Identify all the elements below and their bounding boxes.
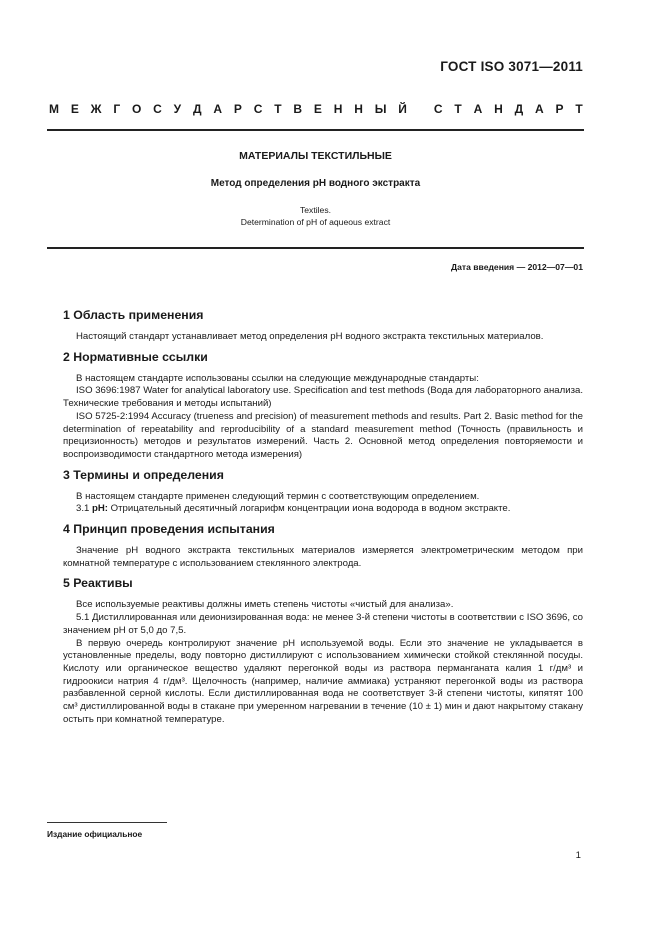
banner-letter: О <box>132 102 142 116</box>
banner-letter: У <box>173 102 182 116</box>
banner-letter: С <box>253 102 263 116</box>
english-title <box>47 204 584 228</box>
banner-letter: Д <box>514 102 524 116</box>
banner-letter: А <box>534 102 544 116</box>
banner-letter: Д <box>192 102 202 116</box>
title-rule <box>47 247 584 249</box>
paragraph: ISO 3696:1987 Water for analytical laboratory use. Specification and test methods (Вода для лабораторного анализа. Технические требования и методы испытаний) <box>63 385 583 410</box>
english-title-line: Determination of pH of aqueous extract <box>240 217 391 227</box>
paragraph: В настоящем стандарте использованы ссылки на следующие международные стандарты: <box>76 372 479 384</box>
banner-letter: Р <box>555 102 564 116</box>
english-title-line: Textiles. <box>299 205 332 215</box>
section-heading: 5 Реактивы <box>63 576 133 591</box>
introduction-date: Дата введения — 2012—07—01 <box>450 262 583 272</box>
section-heading: 3 Термины и определения <box>63 467 224 482</box>
term-number: 3.1 <box>76 503 90 515</box>
banner-letter: Н <box>354 102 363 116</box>
banner-letter: В <box>293 102 303 116</box>
header-rule <box>47 129 584 131</box>
paragraph: ISO 5725-2:1994 Accuracy (trueness and precision) of measurement methods and results. Part 2. Basic method for the determination of repeatability and reproducibility of a standard measurement method (Точность (правильность и прецизионность) методов и результатов измерений. Часть 2. Основной метод определения повторяемости и воспроизводимости стандартного метода измерения) <box>63 410 583 460</box>
banner-letter: Ы <box>374 102 387 116</box>
paragraph: В настоящем стандарте применен следующий термин с соответствующим определением. <box>76 490 480 502</box>
paragraph: Значение pH водного экстракта текстильных материалов измеряется электрометрическим методом при комнатной температуре с использованием стеклянного электрода. <box>63 545 583 569</box>
term-name: pH: <box>92 503 108 515</box>
document-code: ГОСТ ISO 3071—2011 <box>440 59 583 74</box>
paragraph: Все используемые реактивы должны иметь степень чистоты «чистый для анализа». <box>76 599 454 611</box>
banner-letter: А <box>473 102 483 116</box>
term-text: Отрицательный десятичный логарифм концентрации иона водорода в водном экстракте. <box>110 503 511 515</box>
banner-letter: Й <box>398 102 407 116</box>
banner-letter: Т <box>454 102 462 116</box>
paragraph: Настоящий стандарт устанавливает метод определения pH водного экстракта текстильных материалов. <box>76 331 544 342</box>
banner-letter: М <box>49 102 59 116</box>
banner-letter: С <box>153 102 162 116</box>
section-heading: 1 Область применения <box>63 308 204 322</box>
term-definition <box>63 503 583 516</box>
interstate-standard-banner <box>49 102 583 116</box>
banner-letter: Г <box>113 102 121 116</box>
banner-letter: А <box>213 102 223 116</box>
banner-letter: Н <box>494 102 503 116</box>
edition-note: Издание официальное <box>47 829 143 839</box>
document-body <box>63 308 583 726</box>
page-number: 1 <box>575 850 581 861</box>
footer-rule <box>47 822 167 823</box>
banner-letter: Р <box>233 102 242 116</box>
section-heading: 2 Нормативные ссылки <box>63 349 208 364</box>
banner-letter: С <box>433 102 443 116</box>
banner-letter: Ж <box>90 102 102 116</box>
banner-letter: Н <box>333 102 343 116</box>
section-heading: 4 Принцип проведения испытания <box>63 522 275 537</box>
banner-letter: Т <box>274 102 282 116</box>
paragraph: В первую очередь контролируют значение pH используемой воды. Если это значение не укладывается в установленные пределы, воду повторно дистиллируют с использованием химически стойкой стеклянной посуды. Кислоту или органическое вещество удаляют перегонкой воды из раствора перманганата калия 1 г/дм³ и гидроокиси натрия 4 г/дм³. Щелочность (например, наличие аммиака) устраняют перегонкой воды из раствора разбавленной серной кислоты. Если дистиллированная вода не соответствует 3-й степени чистоты, кипятят 100 см³ дистиллированной воды в стакане при умеренном нагревании в течение (10 ± 1) мин и дают накрытому стакану остыть при комнатной температуре. <box>63 637 583 725</box>
banner-letter: Т <box>575 102 583 116</box>
paragraph: 5.1 Дистиллированная или деионизированная вода: не менее 3-й степени чистоты в соответствии с ISO 3696, со значением pH от 5,0 до 7,5. <box>63 612 583 636</box>
banner-letter: Е <box>313 102 322 116</box>
document-title: МАТЕРИАЛЫ ТЕКСТИЛЬНЫЕ <box>239 150 392 162</box>
document-subtitle: Метод определения pH водного экстракта <box>210 178 421 189</box>
banner-spacer <box>419 102 422 116</box>
banner-letter: Е <box>70 102 79 116</box>
